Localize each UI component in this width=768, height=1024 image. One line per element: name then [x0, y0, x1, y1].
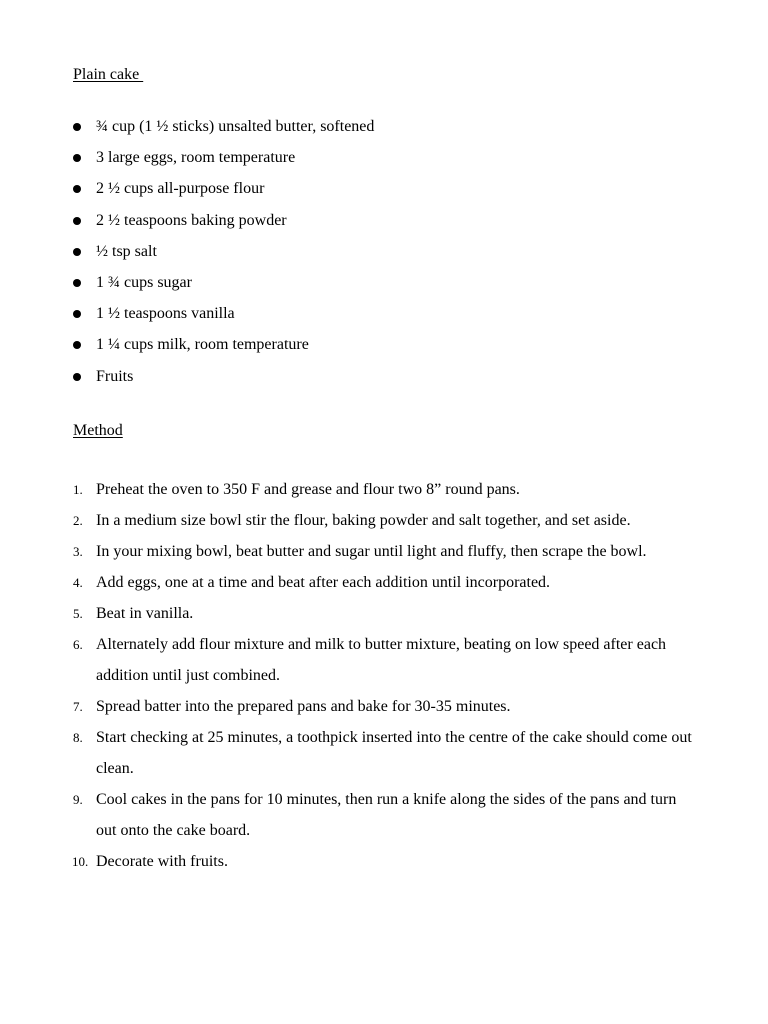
method-step: [73, 691, 713, 722]
step-number: 10.: [72, 854, 89, 869]
step-text: Beat in vanilla.: [96, 605, 194, 622]
bullet-icon: [73, 341, 81, 349]
bullet-icon: [73, 185, 81, 193]
step-text: Decorate with fruits.: [96, 853, 228, 870]
ingredient-text: 3 large eggs, room temperature: [96, 149, 296, 167]
ingredient-text: 2 ½ teaspoons baking powder: [96, 211, 287, 229]
method-step: [73, 722, 713, 784]
step-text: Alternately add flour mixture and milk to butter mixture, beating on low speed after each addition until just combined.: [96, 636, 667, 684]
ingredient-text: ¾ cup (1 ½ sticks) unsalted butter, softened: [96, 118, 375, 135]
step-text: Preheat the oven to 350 F and grease and flour two 8” round pans.: [96, 481, 520, 498]
bullet-icon: [73, 154, 81, 162]
method-step: [73, 474, 713, 505]
bullet-icon: [73, 279, 81, 287]
ingredient-text: 1 ¼ cups milk, room temperature: [96, 336, 309, 354]
step-text: Start checking at 25 minutes, a toothpick inserted into the centre of the cake should come out clean.: [96, 729, 692, 777]
step-text: In a medium size bowl stir the flour, baking powder and salt together, and set aside.: [96, 512, 631, 529]
bullet-icon: [73, 123, 81, 131]
ingredient-text: ½ tsp salt: [96, 242, 157, 260]
step-text: In your mixing bowl, beat butter and sugar until light and fluffy, then scrape the bowl.: [96, 543, 647, 560]
ingredient-text: Fruits: [96, 367, 134, 385]
step-number: 5.: [73, 606, 83, 621]
step-number: 4.: [73, 575, 83, 590]
bullet-icon: [73, 373, 81, 381]
ingredient-text: 1 ½ teaspoons vanilla: [96, 305, 235, 323]
ingredient-text: 2 ½ cups all-purpose flour: [96, 180, 265, 198]
step-number: 7.: [73, 699, 83, 714]
method-step: [73, 784, 713, 846]
ingredients-heading: Plain cake: [73, 66, 144, 83]
step-number: 9.: [73, 792, 83, 807]
step-text: Spread batter into the prepared pans and bake for 30-35 minutes.: [96, 698, 511, 715]
method-step: [73, 567, 713, 598]
bullet-icon: [73, 217, 81, 225]
step-number: 8.: [73, 730, 83, 745]
step-number: 2.: [73, 513, 83, 528]
method-steps-list: [73, 474, 713, 877]
method-step: [73, 598, 713, 629]
step-text: Add eggs, one at a time and beat after each addition until incorporated.: [96, 574, 551, 591]
step-number: 6.: [73, 637, 83, 652]
step-number: 1.: [73, 482, 83, 497]
method-step: [73, 536, 713, 567]
step-text: Cool cakes in the pans for 10 minutes, then run a knife along the sides of the pans and turn out onto the cake board.: [96, 791, 677, 839]
method-step: [73, 505, 713, 536]
method-heading: Method: [73, 422, 123, 439]
ingredient-text: 1 ¾ cups sugar: [96, 273, 192, 291]
step-number: 3.: [73, 544, 83, 559]
method-step: [73, 846, 713, 877]
bullet-icon: [73, 310, 81, 318]
bullet-icon: [73, 248, 81, 256]
method-step: [73, 629, 713, 691]
